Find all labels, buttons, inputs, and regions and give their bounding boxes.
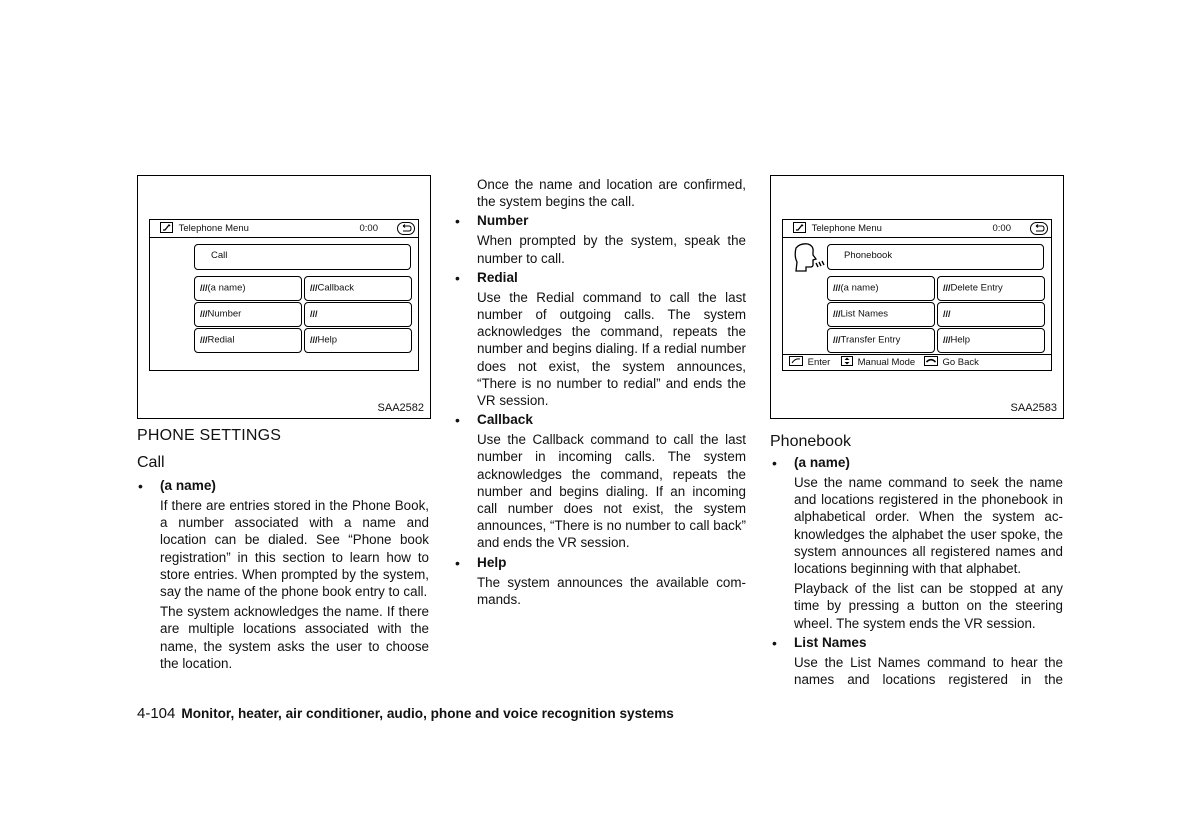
phonebook-field-label: Phonebook: [844, 250, 893, 261]
back-icon[interactable]: [397, 222, 415, 235]
paragraph: The system announces the available commands.: [477, 574, 746, 607]
figure-phonebook-menu: [770, 175, 1064, 419]
paragraph: When prompted by the system, speak the number to call.: [477, 233, 746, 266]
redial-label: Redial: [207, 334, 235, 346]
screen-title: Telephone Menu: [178, 223, 249, 234]
item-title: Number: [477, 213, 529, 229]
phonebook-field[interactable]: [827, 244, 1044, 270]
phone-icon: [793, 222, 806, 233]
number-label: Number: [207, 308, 242, 320]
list-names-button[interactable]: [827, 302, 935, 327]
go-back-label: Go Back: [942, 357, 979, 368]
a-name-label: (a name): [840, 282, 879, 294]
item-title: (a name): [794, 455, 850, 470]
telephone-menu-screen: [149, 219, 419, 371]
voice-icon: ///: [310, 309, 318, 319]
transfer-entry-label: Transfer Entry: [840, 334, 901, 346]
column-2: [455, 176, 746, 608]
help-label: Help: [950, 334, 971, 346]
paragraph: Use the name command to seek the name and locations registered in the phonebook in alphabetical order. When the system acknowledges the alphabet the user spoke, the system announces all registered names and locations beginning with that alphabet.: [794, 475, 1063, 577]
empty-voice-button[interactable]: [304, 302, 412, 327]
item-title: Help: [477, 554, 507, 570]
screen-header: [150, 220, 418, 238]
list-names-label: List Names: [840, 308, 889, 320]
column-1: [137, 426, 429, 672]
voice-icon: ///: [310, 335, 318, 345]
sub-heading-call: Call: [137, 454, 165, 471]
bullet: •: [455, 269, 460, 286]
page-number: 4-104: [137, 705, 176, 722]
voice-icon: ///: [200, 309, 208, 319]
screen-time: 0:00: [359, 223, 378, 234]
item-a-name: [772, 454, 1063, 632]
call-field[interactable]: [194, 244, 411, 270]
help-button[interactable]: [304, 328, 412, 353]
enter-label: Enter: [807, 357, 831, 368]
bullet: •: [455, 412, 460, 429]
page-footer: [137, 704, 674, 723]
item-title: Redial: [477, 269, 518, 285]
figure-code: SAA2582: [377, 402, 424, 414]
item-title: List Names: [794, 634, 867, 650]
item-title: Callback: [477, 412, 533, 428]
paragraph: If there are entries stored in the Phone Book, a number associated with a name and location can be dialed. See “Phone book registration” in this section to learn how to store entries. When prompted by the system, say the name of the phone book entry to call.: [160, 498, 429, 600]
bullet: •: [455, 213, 460, 230]
item-list-names: [772, 634, 1063, 688]
a-name-label: (a name): [207, 282, 246, 294]
voice-icon: ///: [943, 309, 951, 319]
enter-icon[interactable]: [789, 356, 803, 366]
paragraph: The system acknowledges the name. If there are multiple locations associated with the name, the system asks the user to choose the location.: [160, 604, 429, 671]
screen-bottom-bar: [783, 354, 1051, 370]
item-a-name: [138, 477, 429, 672]
item-number: [455, 212, 746, 266]
paragraph: Use the List Names command to hear the names and locations registered in the: [794, 654, 1063, 688]
bullet: •: [455, 554, 460, 571]
empty-voice-button[interactable]: [937, 302, 1045, 327]
phonebook-menu-screen: [782, 219, 1052, 371]
help-button[interactable]: [937, 328, 1045, 353]
speaking-head-icon: [792, 242, 826, 274]
voice-icon: ///: [833, 283, 841, 293]
up-down-icon[interactable]: [841, 356, 853, 366]
voice-icon: ///: [943, 283, 951, 293]
voice-icon: ///: [200, 283, 208, 293]
item-callback: [455, 411, 746, 551]
bullet: •: [772, 634, 777, 651]
screen-title: Telephone Menu: [811, 223, 882, 234]
item-title: (a name): [160, 478, 216, 493]
voice-icon: ///: [943, 335, 951, 345]
a-name-button[interactable]: [194, 276, 302, 301]
a-name-button[interactable]: [827, 276, 935, 301]
intro-paragraph: Once the name and location are confirmed, the system begins the call.: [477, 177, 746, 210]
figure-code: SAA2583: [1010, 402, 1057, 414]
phone-icon: [160, 222, 173, 233]
number-button[interactable]: [194, 302, 302, 327]
item-redial: [455, 269, 746, 409]
item-help: [455, 554, 746, 608]
back-icon[interactable]: [1030, 222, 1048, 235]
screen-header: [783, 220, 1051, 238]
voice-icon: ///: [200, 335, 208, 345]
paragraph: Playback of the list can be stopped at any time by pressing a button on the steering wheel. The system ends the VR session.: [794, 581, 1063, 631]
redial-button[interactable]: [194, 328, 302, 353]
transfer-entry-button[interactable]: [827, 328, 935, 353]
delete-entry-label: Delete Entry: [950, 282, 1003, 294]
voice-icon: ///: [833, 335, 841, 345]
manual-mode-label: Manual Mode: [857, 357, 916, 368]
paragraph: Use the Callback command to call the last number in incoming calls. The system acknowledges the command, repeats the number and begins dialing. If an incoming call number does not exist, the system announces, “There is no number to call back” and ends the VR session.: [477, 432, 746, 551]
column-3: [770, 432, 1063, 688]
voice-icon: ///: [310, 283, 318, 293]
callback-button[interactable]: [304, 276, 412, 301]
call-field-label: Call: [211, 250, 228, 261]
help-label: Help: [317, 334, 338, 346]
hang-up-icon[interactable]: [924, 356, 938, 366]
figure-call-menu: [137, 175, 431, 419]
bullet: •: [138, 478, 143, 494]
sub-heading-phonebook: Phonebook: [770, 433, 851, 450]
paragraph: Use the Redial command to call the last number of outgoing calls. The system acknowledges the command, repeats the number and begins dialing. If a redial number does not exist, the system announces, “There is no number to redial” and ends the VR session.: [477, 289, 746, 409]
delete-entry-button[interactable]: [937, 276, 1045, 301]
bullet: •: [772, 455, 777, 471]
chapter-title: Monitor, heater, air conditioner, audio, phone and voice recognition systems: [181, 706, 674, 721]
screen-time: 0:00: [992, 223, 1011, 234]
section-heading: PHONE SETTINGS: [137, 427, 282, 444]
voice-icon: ///: [833, 309, 841, 319]
callback-label: Callback: [317, 282, 354, 294]
